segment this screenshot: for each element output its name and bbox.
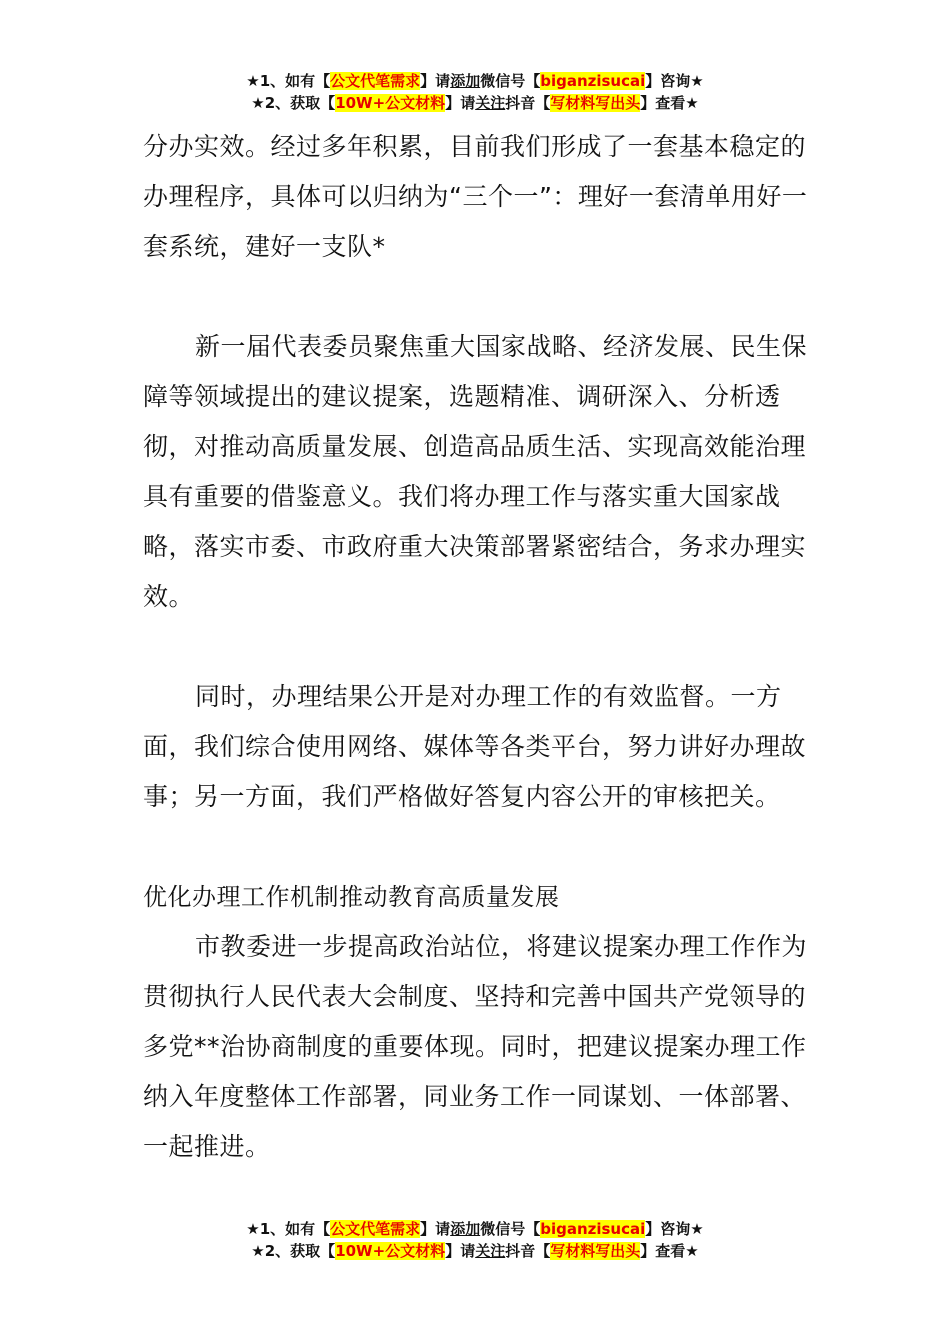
- banner-highlight: 公文代笔需求: [330, 72, 421, 90]
- banner-text: 】请: [420, 1220, 451, 1238]
- banner-underline: 关注: [475, 94, 506, 112]
- douyin-id: 写材料写出头: [550, 94, 641, 112]
- banner-underline: 添加: [450, 72, 481, 90]
- banner-text: 微信号【: [480, 72, 541, 90]
- banner-text: ★2、获取【: [251, 1242, 336, 1260]
- banner-text: 微信号【: [480, 1220, 541, 1238]
- banner-highlight: 公文代笔需求: [330, 1220, 421, 1238]
- banner-underline: 添加: [450, 1220, 481, 1238]
- document-body: [143, 122, 813, 1172]
- banner-text: 】咨询★: [645, 72, 704, 90]
- paragraph-1: 分办实效。经过多年积累，目前我们形成了一套基本稳定的办理程序，具体可以归纳为“三个一”：理好一套清单用好一套系统，建好一支队*: [143, 132, 808, 261]
- banner-text: 】请: [445, 94, 476, 112]
- paragraph-2: 新一届代表委员聚焦重大国家战略、经济发展、民生保障等领域提出的建议提案，选题精准、调研深入、分析透彻，对推动高质量发展、创造高品质生活、实现高效能治理具有重要的借鉴意义。我们将办理工作与落实重大国家战略，落实市委、市政府重大决策部署紧密结合，务求办理实效。: [143, 332, 808, 611]
- banner-highlight: 10W+公文材料: [335, 94, 446, 112]
- paragraph-gap: [143, 822, 813, 872]
- banner-text: ★1、如有【: [246, 1220, 331, 1238]
- banner-text: 】请: [420, 72, 451, 90]
- douyin-id: 写材料写出头: [550, 1242, 641, 1260]
- banner-text: 抖音【: [505, 1242, 551, 1260]
- paragraph-gap: [143, 622, 813, 672]
- wechat-id: biganzisucai: [540, 72, 646, 90]
- paragraph-gap: [143, 272, 813, 322]
- banner-text: 抖音【: [505, 94, 551, 112]
- banner-line-1: [0, 1218, 950, 1240]
- paragraph-4: 市教委进一步提高政治站位，将建议提案办理工作作为贯彻执行人民代表大会制度、坚持和完善中国共产党领导的多党**治协商制度的重要体现。同时，把建议提案办理工作纳入年度整体工作部署，同业务工作一同谋划、一体部署、一起推进。: [143, 932, 808, 1161]
- banner-line-2: [0, 92, 950, 114]
- banner-line-2: [0, 1240, 950, 1262]
- banner-text: 】请: [445, 1242, 476, 1260]
- banner-text: ★2、获取【: [251, 94, 336, 112]
- header-banner: [0, 70, 950, 114]
- banner-text: ★1、如有【: [246, 72, 331, 90]
- section-heading: 优化办理工作机制推动教育高质量发展: [143, 883, 560, 911]
- banner-text: 】查看★: [640, 94, 699, 112]
- banner-underline: 关注: [475, 1242, 506, 1260]
- banner-highlight: 10W+公文材料: [335, 1242, 446, 1260]
- paragraph-3: 同时，办理结果公开是对办理工作的有效监督。一方面，我们综合使用网络、媒体等各类平台，努力讲好办理故事；另一方面，我们严格做好答复内容公开的审核把关。: [143, 682, 807, 811]
- banner-line-1: [0, 70, 950, 92]
- banner-text: 】查看★: [640, 1242, 699, 1260]
- footer-banner: [0, 1218, 950, 1262]
- banner-text: 】咨询★: [645, 1220, 704, 1238]
- wechat-id: biganzisucai: [540, 1220, 646, 1238]
